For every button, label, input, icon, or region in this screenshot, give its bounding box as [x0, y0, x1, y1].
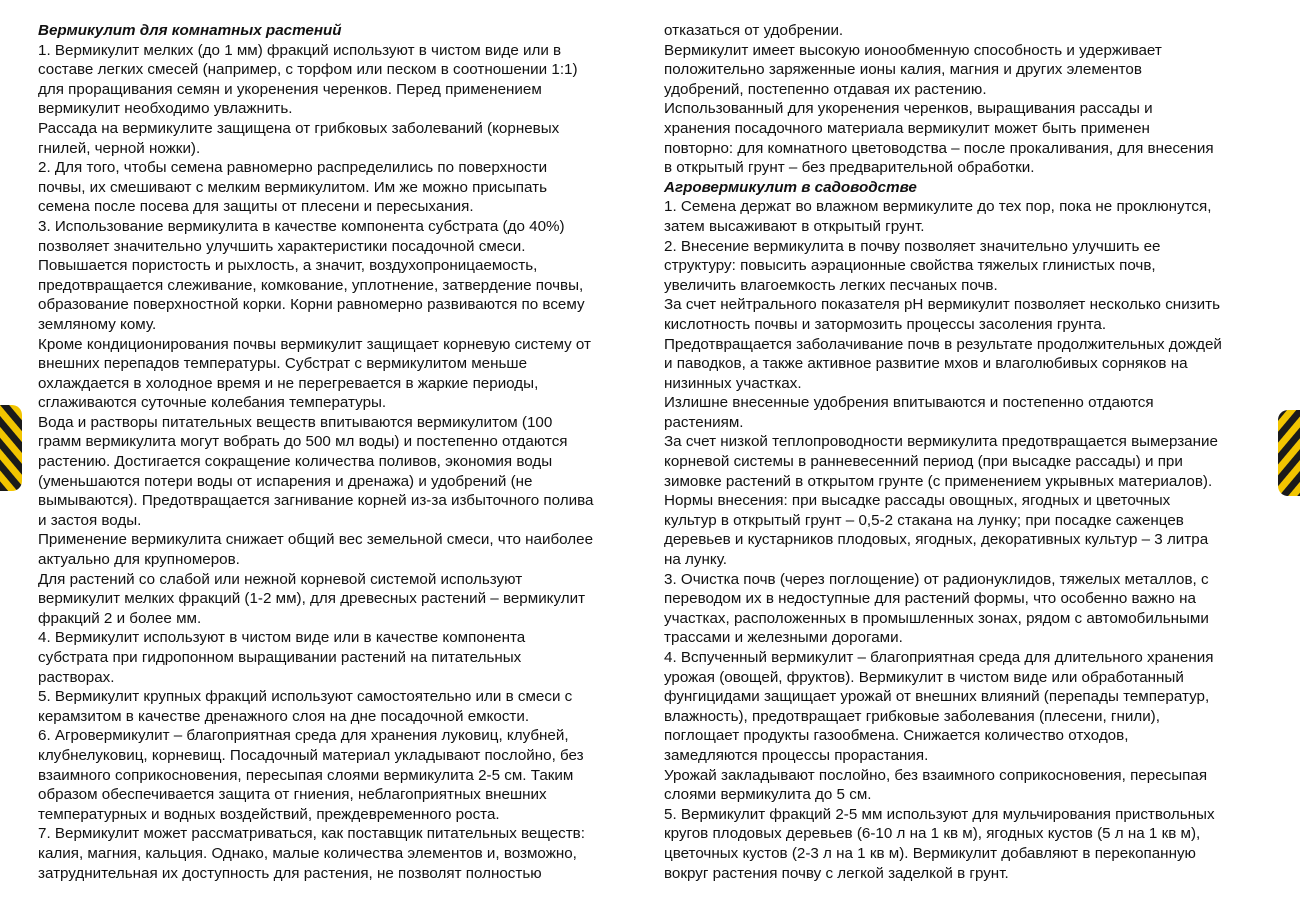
text-line: удобрений, постепенно отдавая их растению.: [664, 80, 987, 98]
text-line: Для растений со слабой или нежной корневой системой используют: [38, 570, 523, 588]
text-line: Использованный для укоренения черенков, выращивания рассады и: [664, 100, 1153, 118]
text-line: предотвращается слеживание, комкование, уплотнение, затвердение почвы,: [38, 276, 584, 294]
text-line: увеличить влагоемкость легких песчаных почв.: [664, 276, 998, 294]
text-line: 1. Семена держат во влажном вермикулите до тех пор, пока не проклюнутся,: [664, 198, 1212, 216]
text-line: фунгицидами защищает урожай от внешних влияний (перепады температур,: [664, 688, 1210, 706]
text-line: фракций 2 и более мм.: [38, 609, 202, 627]
text-line: 5. Вермикулит крупных фракций используют самостоятельно или в смеси с: [38, 688, 573, 706]
text-line: культур в открытый грунт – 0,5-2 стакана на лунку; при посадке саженцев: [664, 511, 1184, 529]
right-column: [664, 21, 1274, 883]
text-line: 3. Использование вермикулита в качестве компонента субстрата (до 40%): [38, 217, 565, 235]
text-line: в открытый грунт – без предварительной обработки.: [664, 159, 1035, 177]
text-line: влажность), предотвращает грибковые заболевания (плесени, гнили),: [664, 707, 1160, 725]
text-line: затем высаживают в открытый грунт.: [664, 217, 925, 235]
text-line: 2. Для того, чтобы семена равномерно распределились по поверхности: [38, 159, 548, 177]
text-line: вымываются). Предотвращается загнивание корней из-за избыточного полива: [38, 492, 594, 510]
text-line: на лунку.: [664, 551, 728, 569]
text-line: поглощает продукты газообмена. Снижается количество отходов,: [664, 727, 1129, 745]
text-line: замедляются процессы прорастания.: [664, 746, 929, 764]
text-line: и застоя воды.: [38, 511, 142, 529]
text-line: 1. Вермикулит мелких (до 1 мм) фракций используют в чистом виде или в: [38, 41, 562, 59]
text-line: 4. Вермикулит используют в чистом виде или в качестве компонента: [38, 629, 526, 647]
text-line: клубнелуковиц, корневищ. Посадочный материал укладывают послойно, без: [38, 746, 584, 764]
text-line: земляному кому.: [38, 315, 157, 333]
text-line: 2. Внесение вермикулита в почву позволяет значительно улучшить ее: [664, 237, 1161, 255]
right-text-top: [664, 21, 1274, 178]
text-line: За счет низкой теплопроводности вермикулита предотвращается вымерзание: [664, 433, 1218, 451]
text-line: растению. Достигается сокращение количества поливов, экономия воды: [38, 453, 553, 471]
text-line: цветочных кустов (2-3 л на 1 кв м). Вермикулит добавляют в перекопанную: [664, 844, 1196, 862]
text-line: (уменьшаются потери воды от испарения и дренажа) и удобрений (не: [38, 472, 533, 490]
text-line: почвы, их смешивают с мелким вермикулитом. Им же можно присыпать: [38, 178, 547, 196]
text-line: зимовке растений в открытом грунте (с применением укрывных материалов).: [664, 472, 1213, 490]
text-line: образом обеспечивается защита от гниения, неблагоприятных внешних: [38, 786, 547, 804]
text-line: участках, расположенных в промышленных зонах, рядом с автомобильными: [664, 609, 1209, 627]
text-line: кислотность почвы и затормозить процессы засоления грунта.: [664, 315, 1107, 333]
text-line: деревьев и кустарников плодовых, ягодных, декоративных культур – 3 литра: [664, 531, 1209, 549]
text-line: вокруг растения почву с легкой заделкой в грунт.: [664, 864, 1009, 882]
text-line: трассами и железными дорогами.: [664, 629, 903, 647]
text-line: хранения посадочного материала вермикулит может быть применен: [664, 119, 1150, 137]
text-line: калия, магния, кальция. Однако, малые количества элементов и, возможно,: [38, 844, 577, 862]
text-line: переводом их в недоступные для растений формы, что особенно важно на: [664, 590, 1196, 608]
text-line: гнилей, черной ножки).: [38, 139, 201, 157]
text-line: вермикулит необходимо увлажнить.: [38, 100, 293, 118]
text-line: субстрата при гидропонном выращивании растений на питательных: [38, 649, 522, 666]
text-line: кругов плодовых деревьев (6-10 л на 1 кв м), ягодных кустов (5 л на 1 кв м),: [664, 825, 1201, 843]
text-line: для проращивания семян и укоренения черенков. Перед применением: [38, 80, 542, 98]
text-line: Вода и растворы питательных веществ впитываются вермикулитом (100: [38, 413, 553, 431]
right-page-tab: [1278, 410, 1300, 496]
text-line: растворах.: [38, 668, 115, 686]
text-line: Урожай закладывают послойно, без взаимного соприкосновения, пересыпая: [664, 766, 1208, 784]
left-page-tab: [0, 405, 22, 491]
section-heading: Вермикулит для комнатных растений: [38, 22, 342, 39]
text-line: 4. Вспученный вермикулит – благоприятная среда для длительного хранения: [664, 649, 1214, 666]
left-column: [38, 21, 643, 883]
text-line: керамзитом в качестве дренажного слоя на дне посадочной емкости.: [38, 707, 530, 725]
text-line: корневой системы в ранневесенний период (при высадке рассады) и при: [664, 453, 1183, 471]
text-line: 5. Вермикулит фракций 2-5 мм используют для мульчирования приствольных: [664, 805, 1215, 823]
text-line: Предотвращается заболачивание почв в результате продолжительных дождей: [664, 335, 1222, 353]
text-line: низинных участках.: [664, 374, 802, 392]
text-line: внешних перепадов температуры. Субстрат с вермикулитом меньше: [38, 355, 528, 373]
text-line: Применение вермикулита снижает общий вес земельной смеси, что наиболее: [38, 531, 594, 549]
text-line: образование поверхностной корки. Корни равномерно развиваются по всему: [38, 296, 585, 314]
section-heading: Агровермикулит в садоводстве: [664, 178, 917, 196]
text-line: Нормы внесения: при высадке рассады овощных, ягодных и цветочных: [664, 492, 1171, 510]
right-text-body: [664, 197, 1274, 883]
text-line: Излишне внесенные удобрения впитываются и постепенно отдаются: [664, 394, 1154, 412]
text-line: грамм вермикулита могут вобрать до 500 мл воды) и постепенно отдаются: [38, 433, 568, 451]
text-line: За счет нейтрального показателя рН вермикулит позволяет несколько снизить: [664, 296, 1220, 314]
text-line: составе легких смесей (например, с торфом или песком в соотношении 1:1): [38, 61, 578, 79]
text-line: Повышается пористость и рыхлость, а значит, воздухопроницаемость,: [38, 257, 538, 275]
text-line: затруднительная их доступность для растения, не позволят полностью: [38, 864, 542, 882]
text-line: растениям.: [664, 413, 744, 431]
text-line: и паводков, а также активное развитие мхов и влаголюбивых сорняков на: [664, 355, 1188, 373]
text-line: 3. Очистка почв (через поглощение) от радионуклидов, тяжелых металлов, с: [664, 570, 1209, 588]
text-line: урожая (овощей, фруктов). Вермикулит в чистом виде или обработанный: [664, 668, 1184, 686]
text-line: 6. Агровермикулит – благоприятная среда для хранения луковиц, клубней,: [38, 727, 569, 745]
text-line: структуру: повысить аэрационные свойства тяжелых глинистых почв,: [664, 257, 1156, 275]
text-line: слоями вермикулита до 5 см.: [664, 786, 872, 804]
text-line: Рассада на вермикулите защищена от грибковых заболеваний (корневых: [38, 119, 560, 137]
text-line: 7. Вермикулит может рассматриваться, как поставщик питательных веществ:: [38, 825, 585, 843]
text-line: повторно: для комнатного цветоводства – после прокаливания, для внесения: [664, 139, 1214, 157]
text-line: Кроме кондиционирования почвы вермикулит защищает корневую систему от: [38, 335, 591, 353]
text-line: вермикулит мелких фракций (1-2 мм), для древесных растений – вермикулит: [38, 590, 586, 608]
text-line: сглаживаются суточные колебания температуры.: [38, 394, 387, 412]
text-line: Вермикулит имеет высокую ионообменную способность и удерживает: [664, 41, 1162, 59]
text-line: взаимного соприкосновения, пересыпая слоями вермикулита 2-5 см. Таким: [38, 766, 574, 784]
text-line: охлаждается в холодное время и не перегревается в жаркие периоды,: [38, 374, 539, 392]
text-line: температурных и водных воздействий, преждевременного роста.: [38, 805, 500, 823]
text-line: семена после посева для защиты от плесени и пересыхания.: [38, 198, 474, 216]
text-line: положительно заряженные ионы калия, магния и других элементов: [664, 61, 1142, 79]
text-line: отказаться от удобрении.: [664, 22, 844, 39]
left-text-body: [38, 41, 643, 884]
text-line: позволяет значительно улучшить характеристики посадочной смеси.: [38, 237, 526, 255]
text-line: актуально для крупномеров.: [38, 551, 240, 569]
